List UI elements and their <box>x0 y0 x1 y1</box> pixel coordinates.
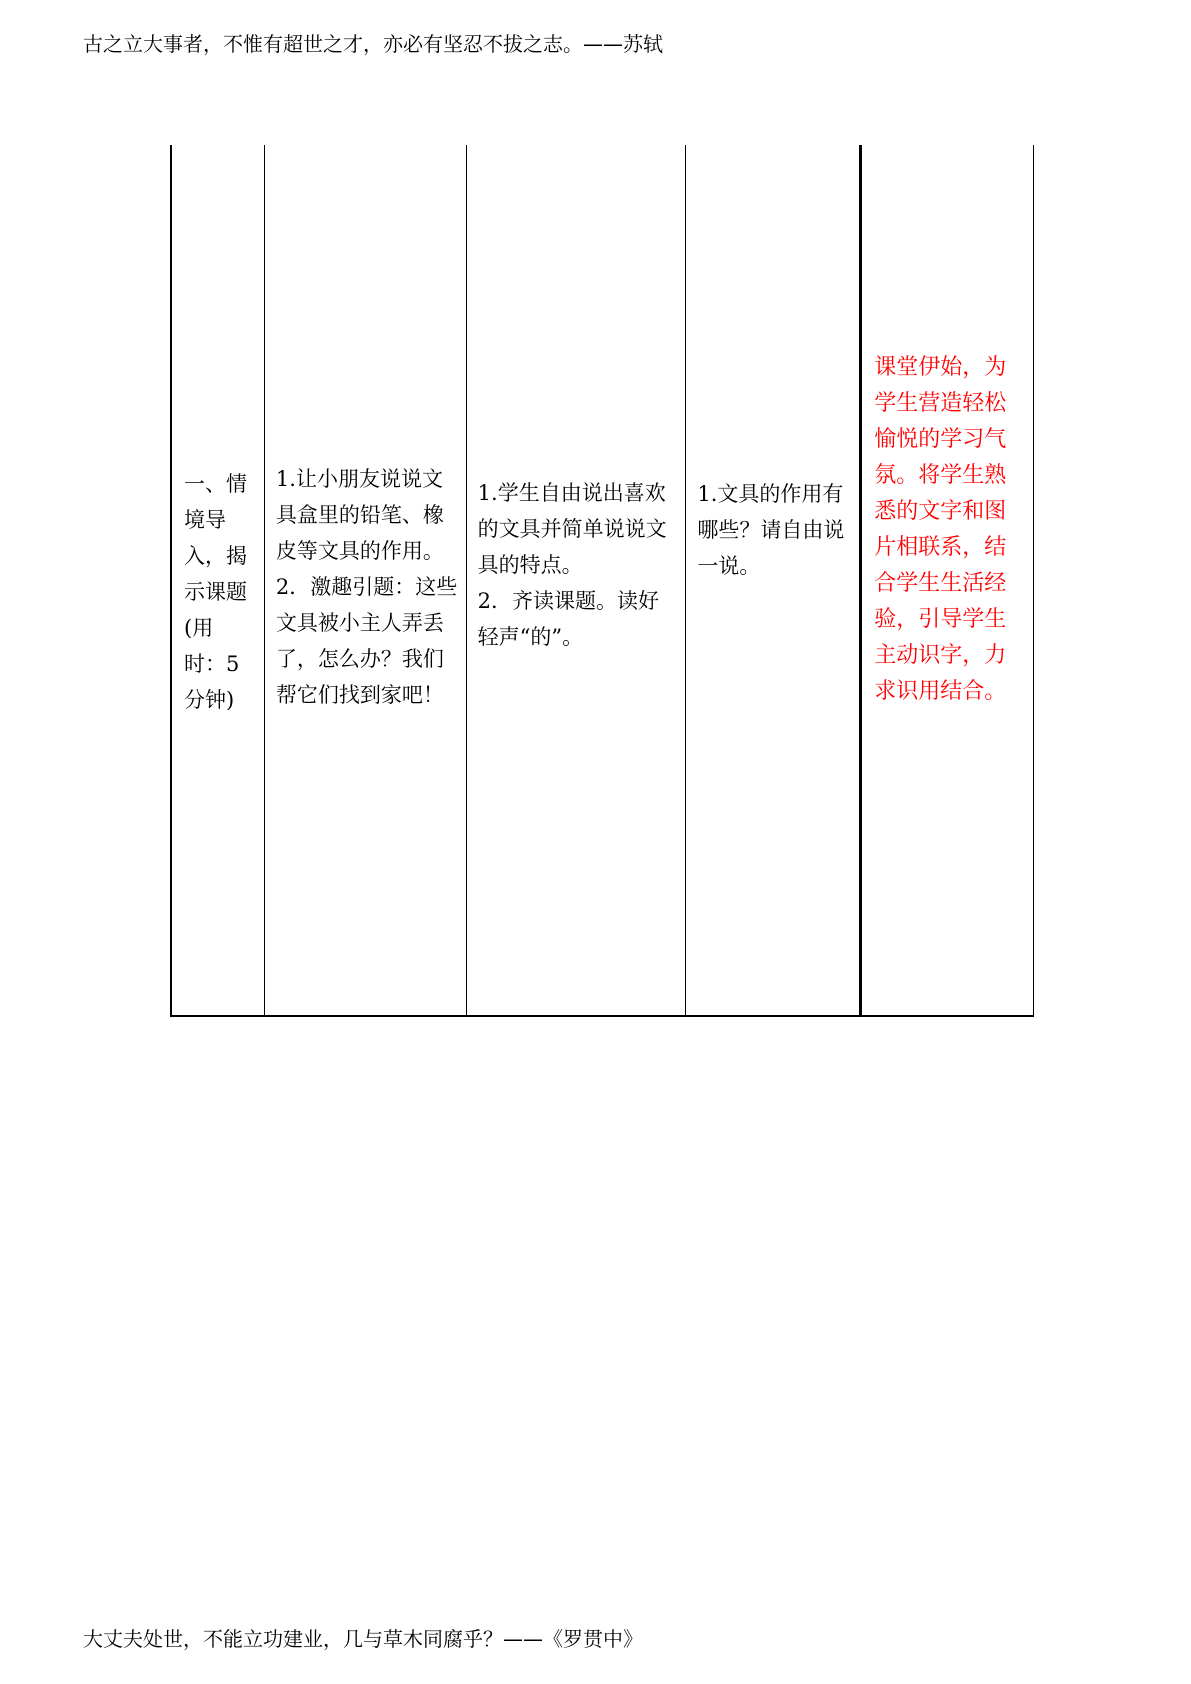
header-quote: 古之立大事者，不惟有超世之才，亦必有坚忍不拔之志。——苏轼 <box>83 32 663 56</box>
teacher-activity-item: 1.让小朋友说说文具盒里的铅笔、橡皮等文具的作用。 <box>275 467 444 563</box>
activity-design-cell <box>686 145 862 1015</box>
student-activity-text <box>478 475 677 655</box>
design-intent-cell <box>862 145 1033 1015</box>
lesson-plan-table <box>170 145 1034 1017</box>
student-activity-item: 2．齐读课题。读好轻声“的”。 <box>477 589 660 649</box>
activity-design-text <box>697 476 849 584</box>
design-intent-text: 课堂伊始，为学生营造轻松愉悦的学习气氛。将学生熟悉的文字和图片相联系，结合学生生活经验，引导学生主动识字，力求识用结合。 <box>874 355 1007 704</box>
stage-cell <box>172 145 265 1015</box>
teacher-activity-cell <box>265 145 467 1015</box>
teacher-activity-item: 2．激趣引题：这些文具被小主人弄丢了，怎么办？我们帮它们找到家吧！ <box>275 575 458 707</box>
footer-quote: 大丈夫处世，不能立功建业，几与草木同腐乎？——《罗贯中》 <box>83 1627 643 1651</box>
student-activity-item: 1.学生自由说出喜欢的文具并简单说说文具的特点。 <box>477 481 667 577</box>
student-activity-cell <box>467 145 687 1015</box>
teacher-activity-text <box>276 461 458 713</box>
activity-design-item: 1.文具的作用有哪些？请自由说一说。 <box>697 482 845 578</box>
stage-text: 一、情境导入，揭示课题(用时：5分钟) <box>184 472 247 712</box>
